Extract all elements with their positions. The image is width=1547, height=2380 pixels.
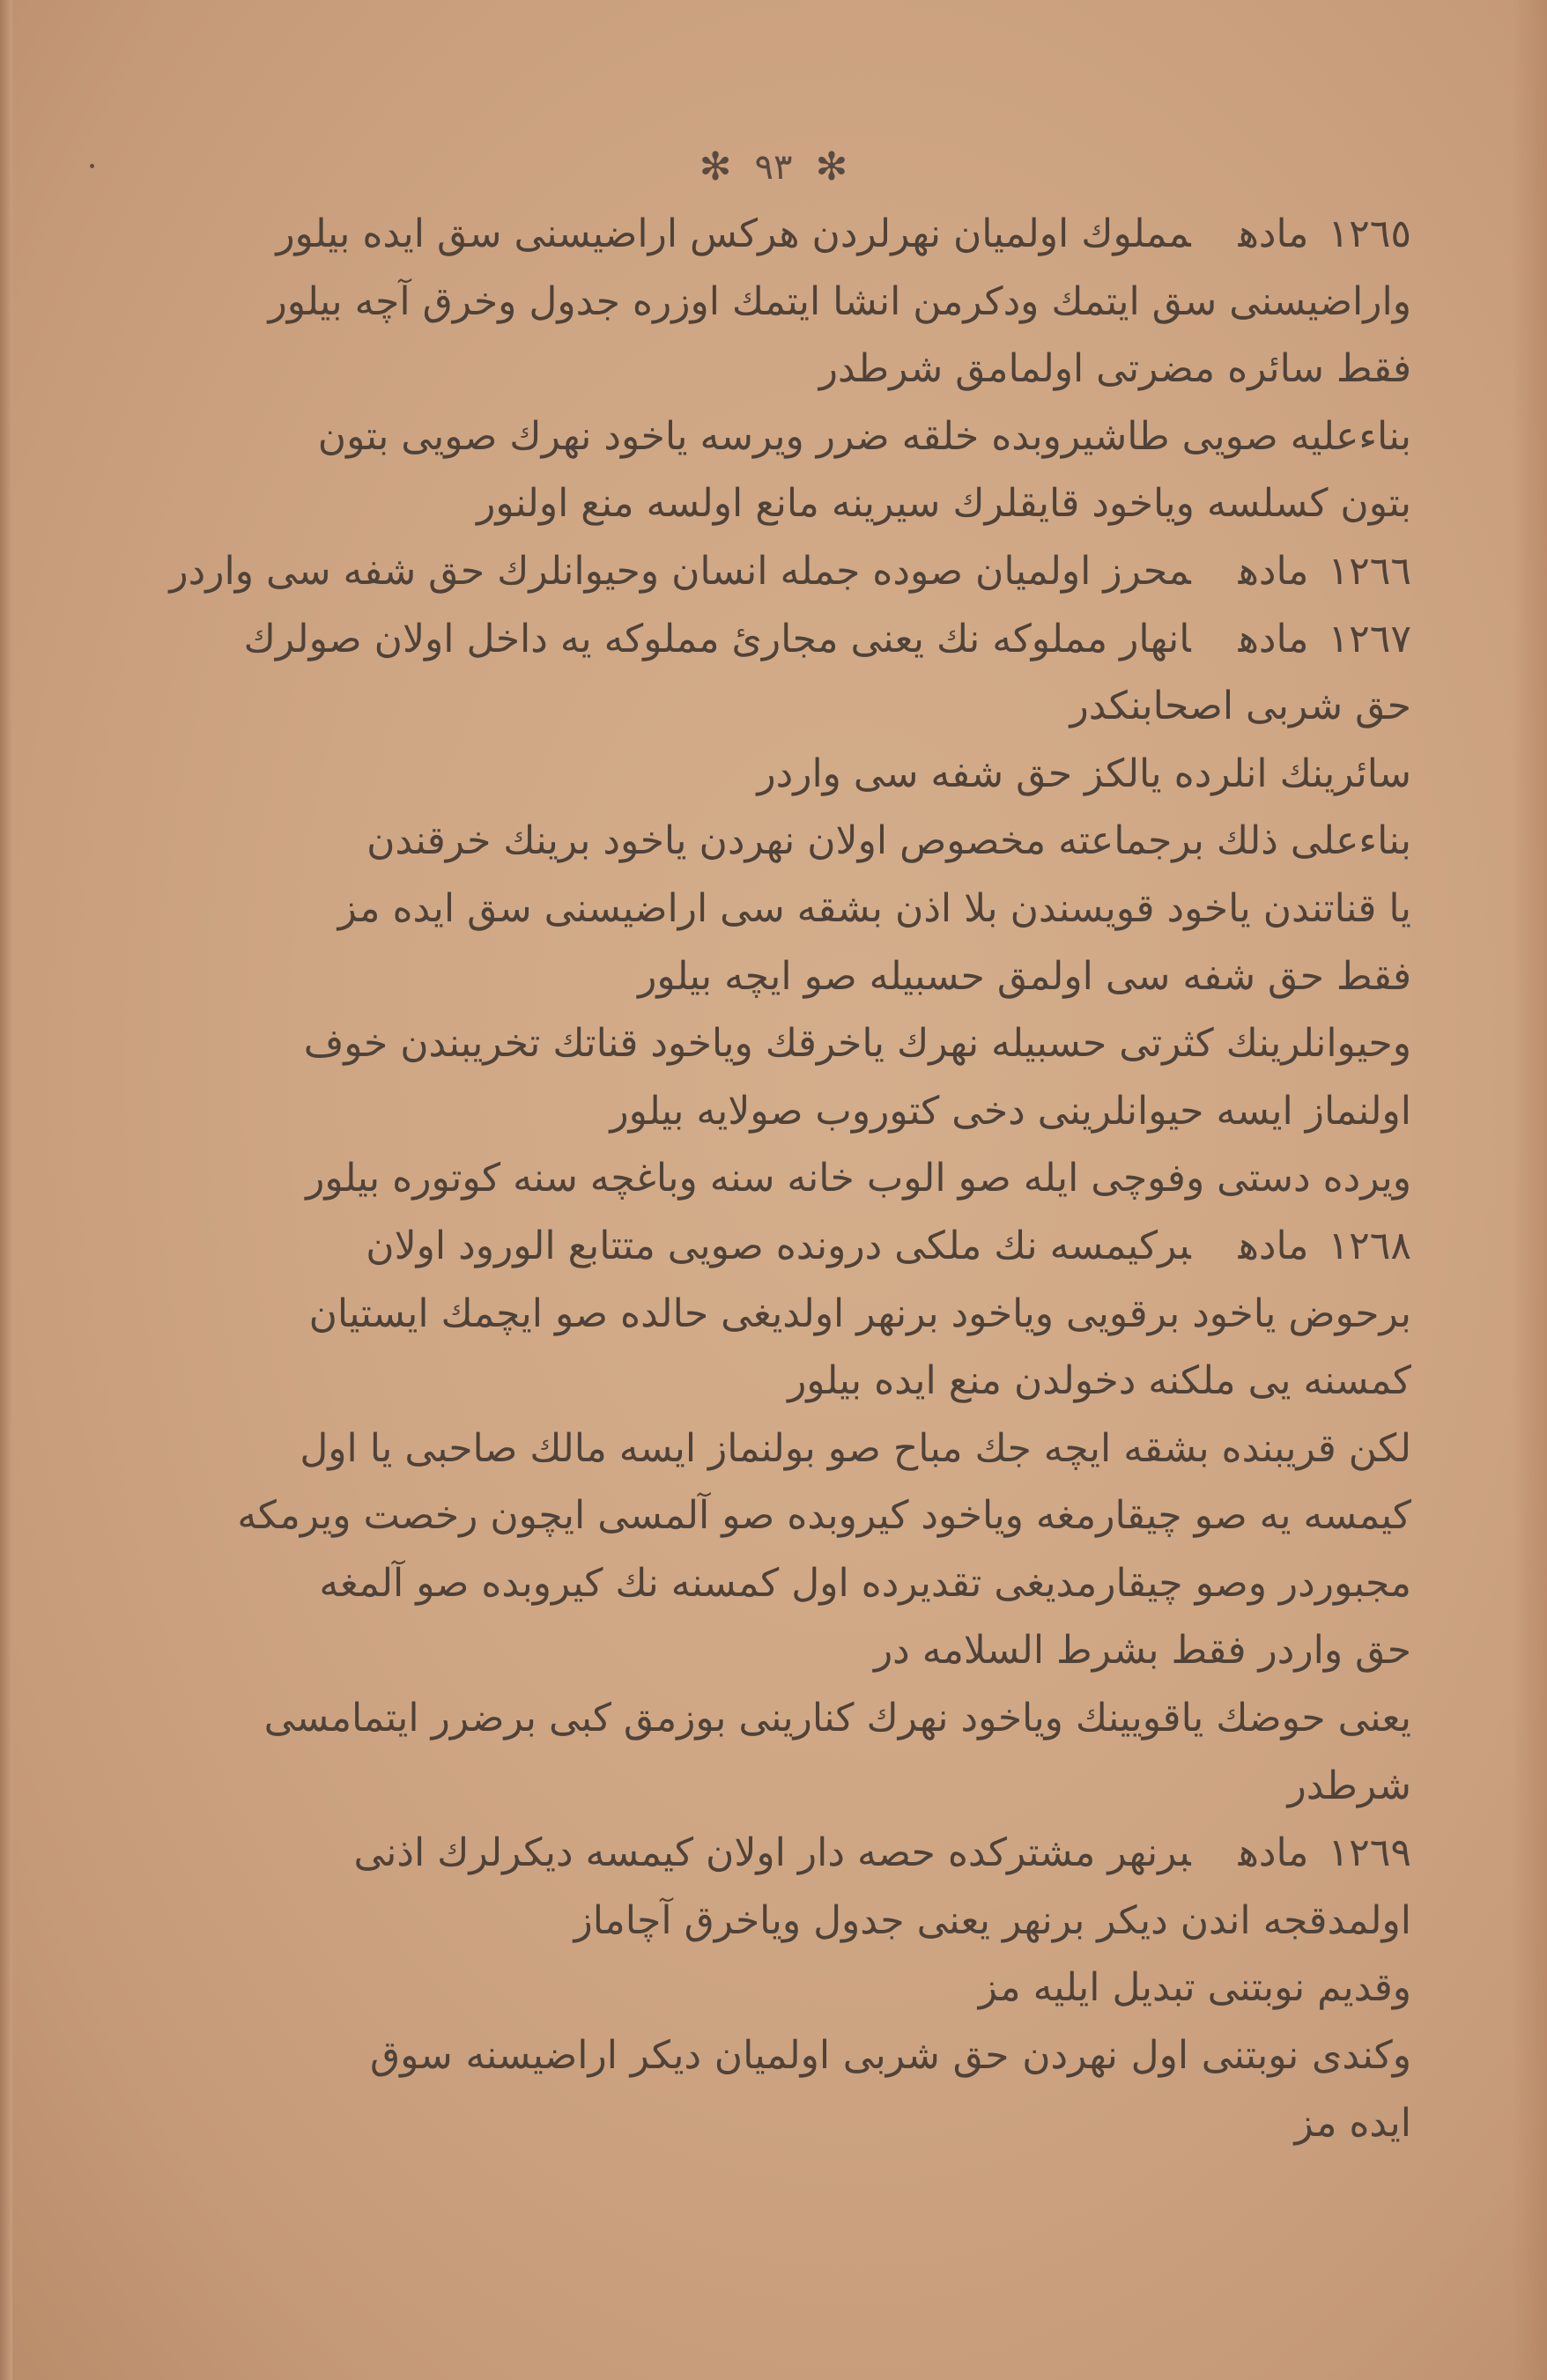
text-line xyxy=(306,1145,1411,1213)
text-line xyxy=(370,2022,1411,2090)
line-text: محرز اولميان صوده جمله انسان وحيوانلرك حق شفه سى واردر xyxy=(169,548,1191,594)
text-line xyxy=(370,943,1411,1011)
text-line xyxy=(370,1348,1411,1415)
text-line xyxy=(370,1617,1411,1685)
line-text: حق شربى اصحابنكدر xyxy=(1070,684,1411,729)
line-text: لكن قريبنده بشقه ايچه جك مباح صو بولنماز ايسه مالك صاحبى يا اول xyxy=(300,1425,1411,1471)
page-edge-shadow xyxy=(1512,0,1547,2380)
line-text: برنهر مشتركده حصه دار اولان كيمسه ديكرلرك اذنى xyxy=(353,1830,1191,1876)
article-heading-line xyxy=(366,1213,1411,1281)
text-line xyxy=(370,673,1411,741)
article-heading-line xyxy=(243,606,1411,674)
article-label: ماده xyxy=(1238,1830,1309,1876)
article-label: ماده xyxy=(1238,548,1309,594)
article-number: ١٢٦٥ xyxy=(1328,211,1411,256)
page-header xyxy=(0,132,1547,203)
line-text: فقط حق شفه سى اولمق حسبيله صو ايچه بيلور xyxy=(638,953,1411,999)
article-number: ١٢٦٨ xyxy=(1328,1223,1411,1268)
line-text: بناءعلى ذلك برجماعته مخصوص اولان نهردن ياخود برينك خرقندن xyxy=(366,818,1411,864)
text-line xyxy=(300,1415,1411,1483)
line-text: ويرده دستى وفوچى ايله صو الوب خانه سنه وباغچه سنه كوتوره بيلور xyxy=(306,1156,1411,1201)
line-text: مجبوردر وصو چيقارمديغى تقديرده اول كمسنه نك كيروبده صو آلمغه xyxy=(319,1560,1411,1606)
text-line xyxy=(308,1281,1411,1349)
line-text: وحيوانلرينك كثرتى حسبيله نهرك ياخرقك وياخود قناتك تخريبندن خوف xyxy=(303,1021,1411,1067)
ornament-right-icon: ✻ xyxy=(815,144,848,189)
text-line xyxy=(337,876,1411,943)
page-spine-shadow xyxy=(0,0,12,2380)
article-number: ١٢٦٧ xyxy=(1328,616,1411,662)
article-label: ماده xyxy=(1238,211,1309,256)
text-line xyxy=(263,1685,1411,1753)
text-line xyxy=(268,269,1411,336)
text-line xyxy=(370,336,1411,403)
text-line xyxy=(370,1753,1411,1821)
article-label: ماده xyxy=(1238,616,1309,662)
line-text: اولمدقجه اندن ديكر برنهر يعنى جدول وياخرق آچاماز xyxy=(574,1897,1411,1943)
line-text: انهار مملوكه نك يعنى مجارئ مملوكه يه داخل اولان صولرك xyxy=(243,616,1191,662)
text-line xyxy=(237,1482,1411,1550)
article-label: ماده xyxy=(1238,1223,1309,1268)
line-text: وقديم نوبتنى تبديل ايليه مز xyxy=(978,1965,1411,2011)
text-line xyxy=(303,1010,1411,1078)
line-text: فقط سائره مضرتى اولمامق شرطدر xyxy=(818,346,1411,392)
line-text: بركيمسه نك ملكى درونده صويى متتابع الورود اولان xyxy=(366,1223,1191,1268)
text-line xyxy=(317,403,1411,471)
article-heading-line xyxy=(353,1820,1411,1888)
line-text: ايده مز xyxy=(1294,2100,1411,2146)
article-number: ١٢٦٩ xyxy=(1328,1830,1411,1876)
page-number: ٩٣ xyxy=(754,147,793,188)
article-heading-line xyxy=(276,201,1411,269)
text-line xyxy=(370,470,1411,538)
line-text: سائرينك انلرده يالكز حق شفه سى واردر xyxy=(757,750,1411,796)
text-line xyxy=(370,2090,1411,2158)
text-line xyxy=(370,1955,1411,2022)
line-text: بتون كسلسه وياخود قايقلرك سيرينه مانع اولسه منع اولنور xyxy=(477,481,1411,527)
text-line xyxy=(370,1078,1411,1146)
line-text: وكندى نوبتنى اول نهردن حق شربى اولميان ديكر اراضيسنه سوق xyxy=(370,2033,1411,2079)
line-text: كمسنه يى ملكنه دخولدن منع ايده بيلور xyxy=(788,1358,1411,1404)
line-text: شرطدر xyxy=(1287,1763,1411,1808)
text-line xyxy=(370,741,1411,809)
line-text: بناءعليه صويى طاشيروبده خلقه ضرر ويرسه ياخود نهرك صويى بتون xyxy=(317,413,1411,459)
text-line xyxy=(370,1888,1411,1955)
line-text: كيمسه يه صو چيقارمغه وياخود كيروبده صو آلمسى ايچون رخصت ويرمكه xyxy=(237,1493,1411,1539)
article-number: ١٢٦٦ xyxy=(1328,548,1411,594)
article-heading-line xyxy=(169,538,1411,606)
line-text: برحوض ياخود برقويى وياخود برنهر اولديغى حالده صو ايچمك ايستيان xyxy=(308,1290,1411,1336)
body-text xyxy=(169,201,1411,2157)
line-text: مملوك اولميان نهرلردن هركس اراضيسنى سق ايده بيلور xyxy=(276,211,1191,256)
text-line xyxy=(319,1550,1411,1618)
line-text: يعنى حوضك ياقويينك وياخود نهرك كنارينى بوزمق كبى برضرر ايتمامسى xyxy=(263,1696,1411,1741)
line-text: يا قناتندن ياخود قويسندن بلا اذن بشقه سى اراضيسنى سق ايده مز xyxy=(337,885,1411,931)
ornament-left-icon: ✻ xyxy=(699,144,732,189)
line-text: اولنماز ايسه حيوانلرينى دخى كتوروب صولايه بيلور xyxy=(610,1088,1411,1134)
text-line xyxy=(366,808,1411,876)
line-text: واراضيسنى سق ايتمك ودكرمن انشا ايتمك اوزره جدول وخرق آچه بيلور xyxy=(268,278,1411,324)
line-text: حق واردر فقط بشرط السلامه در xyxy=(873,1628,1411,1674)
